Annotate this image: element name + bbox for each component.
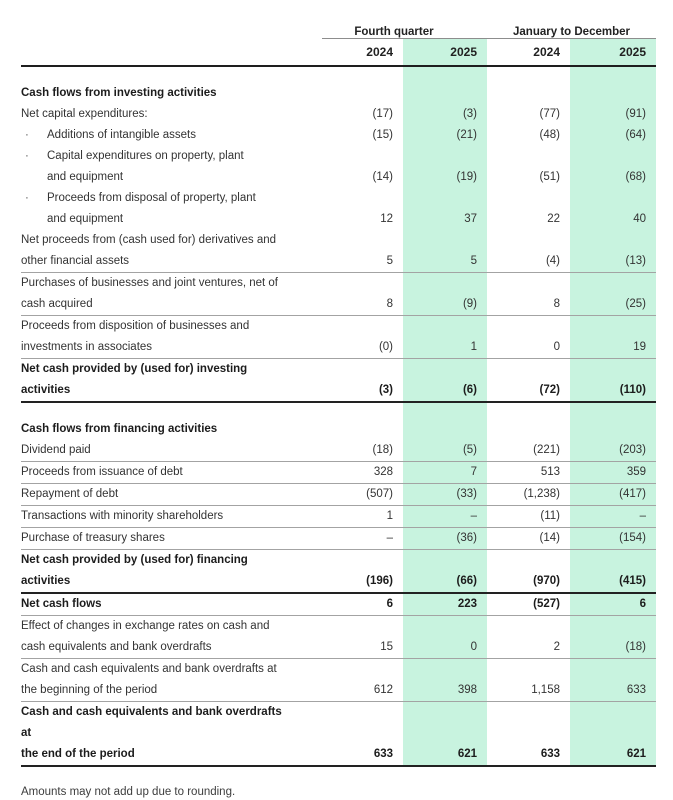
table-content	[21, 16, 656, 767]
year-header: 2024	[366, 45, 393, 59]
section-heading-row	[21, 419, 656, 440]
cell-value: 5	[470, 255, 477, 267]
row-label-line: Capital expenditures on property, plant	[47, 150, 244, 162]
cell-value: (14)	[372, 171, 393, 183]
bullet-icon: ·	[25, 192, 29, 204]
cell-value: 223	[457, 598, 477, 610]
cell-value: (72)	[539, 384, 560, 396]
row-label-line: Effect of changes in exchange rates on cash and	[21, 620, 270, 632]
cell-value: –	[470, 510, 477, 522]
cell-value: 15	[380, 641, 393, 653]
row-label-line: Net cash provided by (used for) investing activities	[21, 363, 248, 396]
total-row	[21, 594, 656, 616]
cell-value: 398	[457, 684, 477, 696]
cell-value: (68)	[625, 171, 646, 183]
row-label	[21, 440, 301, 461]
cell-value: (66)	[456, 575, 477, 587]
row-label	[21, 146, 301, 188]
cell-value: (110)	[619, 384, 646, 396]
cell-value: 2	[553, 641, 560, 653]
cell-value: (415)	[619, 575, 646, 587]
column-group-fourth-quarter: Fourth quarter	[354, 26, 434, 38]
row-label-line: Cash and cash equivalents and bank overdrafts at	[21, 663, 277, 675]
row-label	[21, 594, 301, 615]
cell-value: (1,238)	[523, 488, 560, 500]
row-label-line: Net cash flows	[21, 598, 102, 610]
total-row	[21, 359, 656, 403]
cell-value: 6	[386, 598, 393, 610]
cell-value: 12	[380, 213, 393, 225]
cell-value: 633	[626, 684, 646, 696]
cell-value: (154)	[619, 532, 646, 544]
row-label	[21, 702, 301, 765]
section-heading: Cash flows from investing activities	[21, 87, 217, 99]
row-label-line: investments in associates	[21, 341, 153, 353]
row-label-line: other financial assets	[21, 255, 130, 267]
row-label-line: Proceeds from issuance of debt	[21, 466, 183, 478]
table-row	[21, 188, 656, 230]
cell-value: (5)	[462, 444, 477, 456]
row-label-line: Repayment of debt	[21, 488, 119, 500]
cell-value: (91)	[625, 108, 646, 120]
cash-flow-table	[21, 16, 656, 767]
cell-value: 1	[470, 341, 477, 353]
cell-value: –	[639, 510, 646, 522]
row-label	[21, 616, 301, 658]
year-header-row	[21, 39, 656, 67]
cell-value: 328	[373, 466, 393, 478]
cell-value: (6)	[462, 384, 477, 396]
row-label	[21, 316, 301, 358]
cell-value: 22	[547, 213, 560, 225]
cell-value: (77)	[539, 108, 560, 120]
table-row	[21, 484, 656, 506]
cell-value: 8	[386, 298, 393, 310]
year-header: 2024	[533, 45, 560, 59]
row-label	[21, 273, 301, 315]
row-label-line: Cash and cash equivalents and bank overdrafts at	[21, 706, 282, 739]
row-label-line: Net proceeds from (cash used for) derivatives and	[21, 234, 277, 246]
cell-value: 359	[626, 466, 646, 478]
cell-value: (14)	[539, 532, 560, 544]
cell-value: 7	[470, 466, 477, 478]
cell-value: (33)	[456, 488, 477, 500]
cell-value: 6	[639, 598, 646, 610]
cell-value: (527)	[533, 598, 560, 610]
cell-value: –	[386, 532, 393, 544]
table-row	[21, 506, 656, 528]
table-row	[21, 230, 656, 273]
cell-value: 40	[633, 213, 646, 225]
cell-value: (970)	[533, 575, 560, 587]
table-row	[21, 616, 656, 659]
cell-value: 37	[464, 213, 477, 225]
section-heading: Cash flows from financing activities	[21, 423, 218, 435]
row-label-line: Proceeds from disposal of property, plant	[47, 192, 256, 204]
cell-value: (4)	[545, 255, 560, 267]
cell-value: 5	[386, 255, 393, 267]
row-label	[21, 659, 301, 701]
cell-value: (18)	[625, 641, 646, 653]
cell-value: 0	[470, 641, 477, 653]
cell-value: (3)	[462, 108, 477, 120]
row-label-line: Purchases of businesses and joint ventures, net of	[21, 277, 278, 289]
cell-value: (36)	[456, 532, 477, 544]
cell-value: (203)	[619, 444, 646, 456]
table-row	[21, 528, 656, 550]
cell-value: 0	[553, 341, 560, 353]
row-label	[21, 359, 301, 401]
cell-value: (13)	[625, 255, 646, 267]
row-label	[21, 188, 301, 230]
bullet-icon: ·	[25, 150, 29, 162]
row-label	[21, 550, 301, 592]
column-group-january-to-december: January to December	[513, 26, 630, 38]
row-label	[21, 104, 301, 125]
row-label-line: and equipment	[47, 171, 124, 183]
row-label	[21, 462, 301, 483]
cell-value: (0)	[378, 341, 393, 353]
cell-value: (221)	[533, 444, 560, 456]
section-spacer	[21, 403, 656, 419]
year-header: 2025	[619, 45, 646, 59]
cell-value: 633	[373, 748, 393, 760]
row-label-line: Transactions with minority shareholders	[21, 510, 224, 522]
year-header: 2025	[450, 45, 477, 59]
table-row	[21, 273, 656, 316]
table-row	[21, 316, 656, 359]
row-label	[21, 230, 301, 272]
cell-value: (25)	[625, 298, 646, 310]
cell-value: (51)	[539, 171, 560, 183]
cell-value: (3)	[378, 384, 393, 396]
cell-value: 513	[540, 466, 560, 478]
cell-value: 621	[457, 748, 477, 760]
cell-value: (15)	[372, 129, 393, 141]
cell-value: (21)	[456, 129, 477, 141]
row-label-line: the end of the period	[21, 748, 135, 760]
cell-value: (11)	[540, 510, 560, 522]
cell-value: (196)	[366, 575, 393, 587]
row-label-line: Additions of intangible assets	[47, 129, 196, 141]
section-spacer	[21, 67, 656, 83]
row-label	[21, 125, 301, 146]
row-label-line: Net capital expenditures:	[21, 108, 148, 120]
total-row	[21, 550, 656, 594]
row-label-line: and equipment	[47, 213, 124, 225]
table-row	[21, 462, 656, 484]
table-rows	[21, 67, 656, 767]
row-label-line: Dividend paid	[21, 444, 91, 456]
row-label-line: the beginning of the period	[21, 684, 158, 696]
table-row	[21, 440, 656, 462]
column-group-header-row	[21, 16, 656, 38]
table-row	[21, 659, 656, 702]
cell-value: 19	[633, 341, 646, 353]
cell-value: (64)	[625, 129, 646, 141]
table-row	[21, 125, 656, 146]
cell-value: 1	[386, 510, 393, 522]
row-label-line: Net cash provided by (used for) financing activities	[21, 554, 248, 587]
row-label	[21, 484, 301, 505]
row-label-line: Proceeds from disposition of businesses and	[21, 320, 250, 332]
cell-value: (9)	[462, 298, 477, 310]
cell-value: (417)	[619, 488, 646, 500]
cell-value: (507)	[366, 488, 393, 500]
row-label-line: cash equivalents and bank overdrafts	[21, 641, 212, 653]
section-heading-row	[21, 83, 656, 104]
total-row	[21, 702, 656, 767]
cell-value: 621	[626, 748, 646, 760]
table-row	[21, 146, 656, 188]
row-label	[21, 528, 301, 549]
cell-value: 1,158	[531, 684, 560, 696]
cell-value: (48)	[539, 129, 560, 141]
bullet-icon: ·	[25, 129, 29, 141]
cell-value: (19)	[456, 171, 477, 183]
row-label-line: cash acquired	[21, 298, 93, 310]
cell-value: 633	[540, 748, 560, 760]
cell-value: 612	[373, 684, 393, 696]
row-label-line: Purchase of treasury shares	[21, 532, 165, 544]
cell-value: (17)	[372, 108, 393, 120]
cell-value: (18)	[372, 444, 393, 456]
footnote: Amounts may not add up due to rounding.	[21, 786, 236, 798]
row-label	[21, 506, 301, 527]
table-row	[21, 104, 656, 125]
cell-value: 8	[553, 298, 560, 310]
